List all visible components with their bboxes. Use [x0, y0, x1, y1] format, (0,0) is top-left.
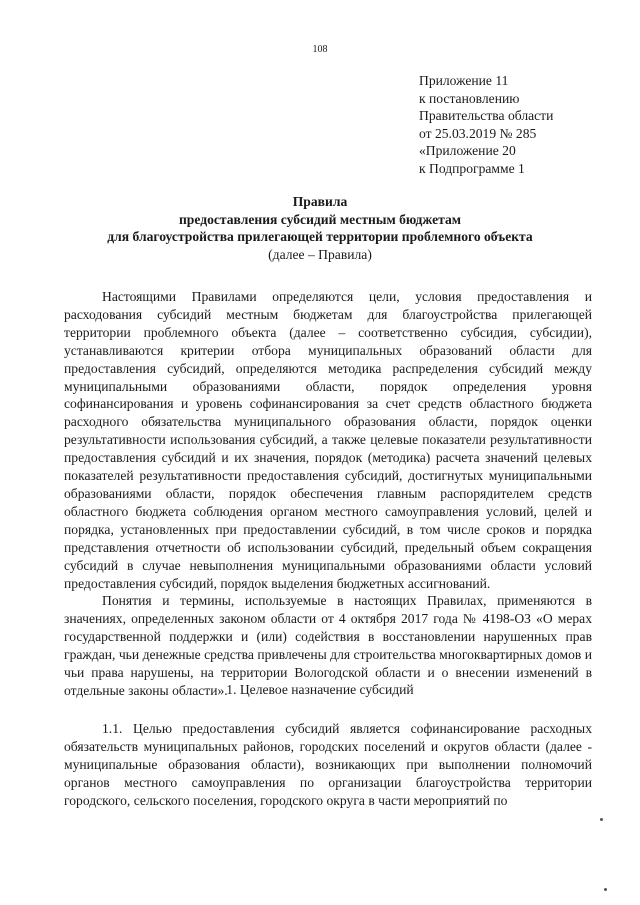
- paragraph-terms: Понятия и термины, используемые в настоящих Правилах, применяются в значениях, определенных законом области от 4 октября 2017 года № 4198-ОЗ «О мерах государственной поддержки и (или) содействия в восстановлении нарушенных прав граждан, чьи денежные средства привлечены для строительства многоквартирных домов и чьи права нарушены, на территории Вологодской области и о внесении изменений в отдельные законы области».: [64, 593, 592, 698]
- document-title: [0, 193, 640, 263]
- appendix-line: Правительства области: [419, 108, 554, 124]
- appendix-line: «Приложение 20: [419, 143, 516, 159]
- appendix-line: к Подпрограмме 1: [419, 160, 525, 176]
- scan-dot: [604, 888, 607, 891]
- appendix-line: к постановлению: [419, 90, 520, 106]
- title-line: Правила: [292, 194, 348, 209]
- page-number: 108: [312, 44, 328, 55]
- title-line: предоставления субсидий местным бюджетам: [178, 211, 462, 227]
- appendix-line: Приложение 11: [419, 73, 509, 88]
- title-line: для благоустройства прилегающей территории проблемного объекта: [107, 229, 533, 245]
- appendix-line: от 25.03.2019 № 285: [419, 125, 537, 141]
- scan-dot: [600, 818, 603, 821]
- intro-section: [64, 288, 592, 700]
- paragraph-intro: Настоящими Правилами определяются цели, условия предоставления и расходования субсидий местным бюджетам для благоустройства прилегающей территории проблемного объекта (далее – соответственно субсидия, субсидии), устанавливаются критерии отбора муниципальных образований области для предоставления субсидий, определяются методика распределения субсидий между муниципальными образованиями области, порядок определения уровня софинансирования и уровень софинансирования за счет средств областного бюджета расходного обязательства муниципального образования области, порядок оценки результативности использования субсидий, а также целевые показатели результативности предоставления субсидий и их значения, порядок (методика) расчета значений целевых показателей результативности предоставления субсидий, достигнутых муниципальными образованиями области, порядок обеспечения главным распорядителем средств областного бюджета соблюдения органом местного самоуправления условий, целей и порядка, установленных при предоставлении субсидий, в том числе сроков и порядка представления отчетности об использовании субсидий, предельный объем сокращения субсидий в случае невыполнения муниципальными образованиями области условий предоставления субсидий, порядок выделения бюджетных ассигнований.: [64, 289, 592, 591]
- section-1-body: [64, 720, 592, 810]
- section-heading: 1. Целевое назначение субсидий: [226, 682, 414, 697]
- appendix-block: [419, 72, 553, 178]
- paragraph-1-1: 1.1. Целью предоставления субсидий является софинансирование расходных обязательств муниципальных районов, городских поселений и округов области (далее - муниципальные образования области), возникающих при выполнении полномочий органов местного самоуправления по организации благоустройства территории городского, сельского поселения, городского округа в части мероприятий по: [64, 721, 592, 808]
- title-subline: (далее – Правила): [268, 246, 372, 262]
